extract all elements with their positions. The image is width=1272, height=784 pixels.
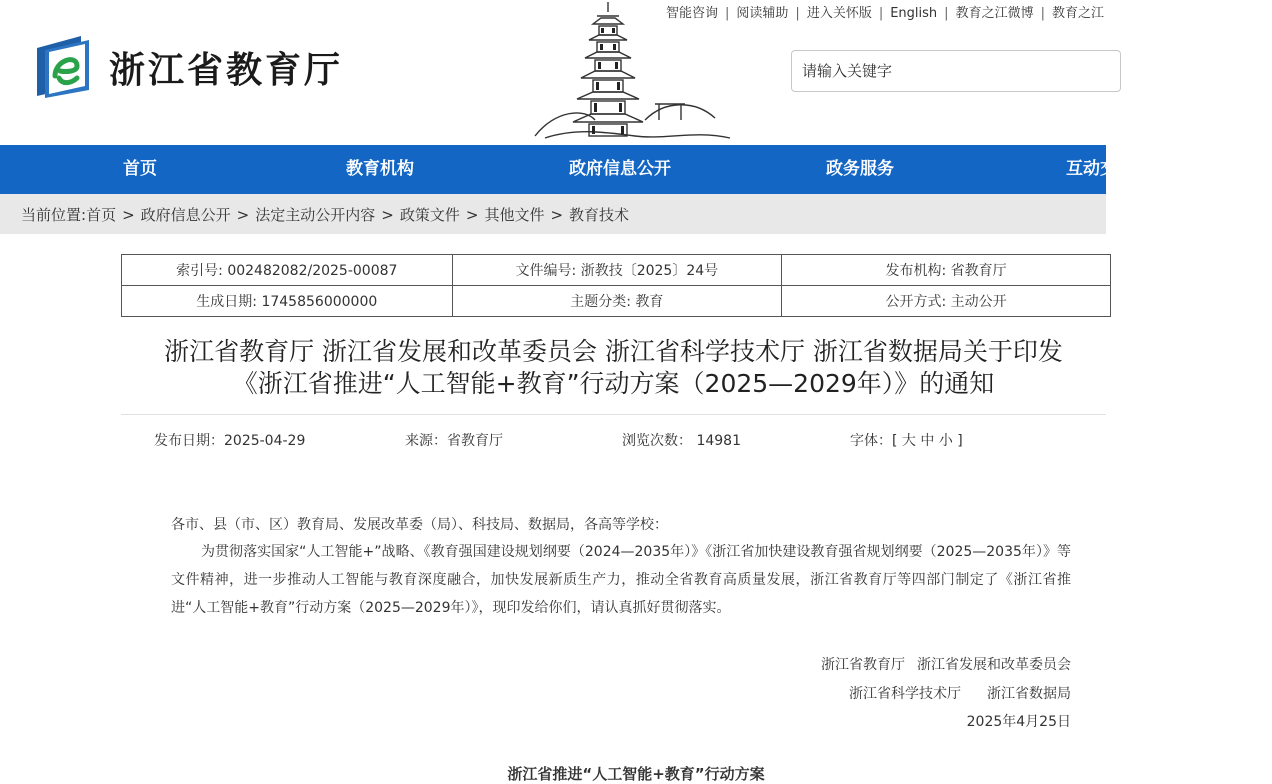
article-source: 来源：省教育厅	[405, 433, 503, 449]
search-input[interactable]	[792, 51, 1112, 91]
disclosure-method: 公开方式: 主动公开	[782, 286, 1111, 317]
breadcrumb-other[interactable]: 其他文件	[484, 206, 545, 224]
nav-gov-info[interactable]: 政府信息公开	[569, 159, 671, 179]
nav-services[interactable]: 政务服务	[826, 159, 894, 179]
nav-home[interactable]: 首页	[123, 159, 157, 179]
publishing-agency: 发布机构: 省教育厅	[782, 255, 1111, 286]
nav-institutions[interactable]: 教育机构	[346, 159, 414, 179]
link-education-zhijiang[interactable]: 教育之江	[1051, 6, 1104, 21]
document-number: 文件编号: 浙教技〔2025〕24号	[452, 255, 782, 286]
breadcrumb-edu-tech[interactable]: 教育技术	[569, 206, 630, 224]
document-info-table	[121, 254, 1111, 317]
font-size-switcher: 字体：[ 大 中 小 ]	[850, 433, 963, 449]
education-logo-icon	[33, 34, 95, 98]
font-large-button[interactable]: 大	[901, 433, 916, 449]
breadcrumb-statutory[interactable]: 法定主动公开内容	[255, 206, 376, 224]
sign-date: 2025年4月25日	[966, 714, 1071, 730]
link-smart-consult[interactable]: 智能咨询	[666, 6, 719, 21]
site-logo[interactable]	[33, 34, 353, 98]
breadcrumb-prefix: 当前位置:	[21, 206, 87, 224]
font-small-button[interactable]: 小	[938, 433, 953, 449]
site-name: 浙江省教育厅	[109, 49, 344, 91]
title-divider	[121, 414, 1106, 415]
pagoda-illustration	[525, 0, 740, 144]
font-medium-button[interactable]: 中	[920, 433, 935, 449]
attachment-heading: 浙江省推进“人工智能+教育”行动方案	[507, 765, 765, 783]
breadcrumb-policy[interactable]: 政策文件	[399, 206, 460, 224]
index-number: 索引号: 002482082/2025-00087	[122, 255, 453, 286]
signers-line-2: 浙江省科学技术厅 浙江省数据局	[849, 686, 1071, 702]
article-title	[121, 336, 1106, 400]
link-english[interactable]: English	[890, 6, 938, 21]
signers-line-1: 浙江省教育厅 浙江省发展和改革委员会	[821, 657, 1071, 673]
topic-category: 主题分类: 教育	[452, 286, 782, 317]
link-weibo[interactable]: 教育之江微博	[955, 6, 1034, 21]
salutation: 各市、县（市、区）教育局、发展改革委（局）、科技局、数据局，各高等学校：	[171, 517, 668, 533]
nav-interaction[interactable]: 互动交流	[1066, 159, 1134, 179]
breadcrumb-gov-info[interactable]: 政府信息公开	[140, 206, 231, 224]
article-title-line1: 浙江省教育厅 浙江省发展和改革委员会 浙江省科学技术厅 浙江省数据局关于印发	[164, 337, 1063, 366]
search-box	[791, 50, 1121, 92]
top-utility-links: 智能咨询 | 阅读辅助 | 进入关怀版 | English | 教育之江微博 | 教育之江	[666, 6, 1104, 21]
publish-date: 发布日期：2025-04-29	[154, 433, 306, 449]
article-title-line2: 《浙江省推进“人工智能+教育”行动方案（2025—2029年）》的通知	[232, 369, 995, 398]
breadcrumb: 当前位置:首页 > 政府信息公开 > 法定主动公开内容 > 政策文件 > 其他文件 > 教育技术	[0, 194, 1106, 234]
body-paragraph: 为贯彻落实国家“人工智能+”战略、《教育强国建设规划纲要（2024—2035年）》《浙江省加快建设教育强省规划纲要（2025—2035年）》等文件精神，进一步推动人工智能与教育深度融合，加快发展新质生产力，推动全省教育高质量发展，浙江省教育厅等四部门制定了《浙江省推进“人工智能+教育”行动方案（2025—2029年）》，现印发给你们，请认真抓好贯彻落实。	[171, 544, 1071, 616]
creation-date: 生成日期: 1745856000000	[122, 286, 453, 317]
link-reading-assist[interactable]: 阅读辅助	[736, 6, 789, 21]
link-care-version[interactable]: 进入关怀版	[806, 6, 872, 21]
view-count: 浏览次数： 14981	[622, 433, 741, 449]
main-nav	[0, 145, 1134, 194]
breadcrumb-home[interactable]: 首页	[86, 206, 117, 224]
